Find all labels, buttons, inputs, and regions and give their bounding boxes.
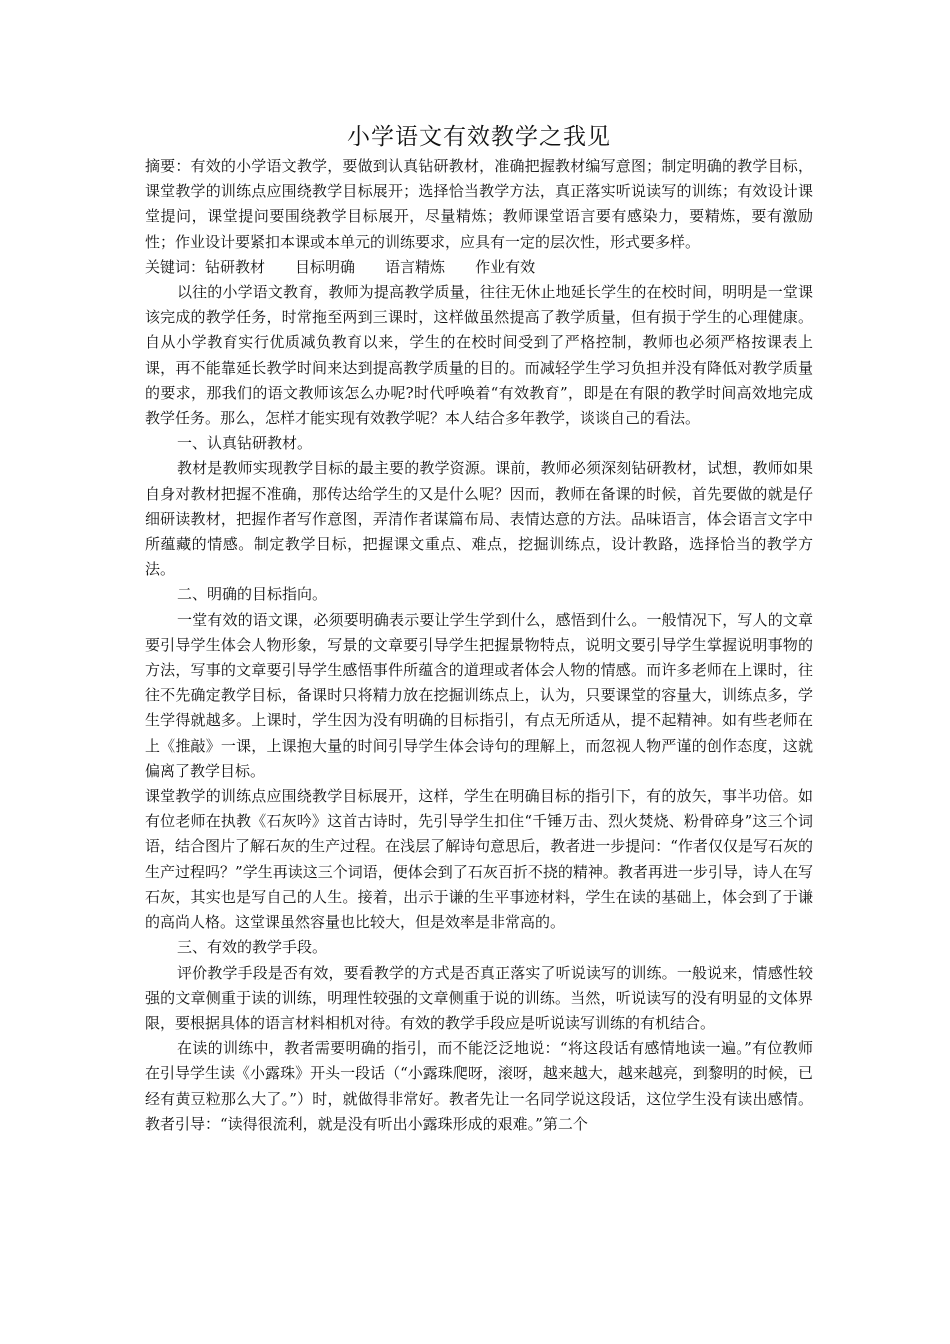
abstract: 摘要：有效的小学语文教学，要做到认真钻研教材，准确把握教材编写意图；制定明确的教学目标，课堂教学的训练点应围绕教学目标展开；选择恰当教学方法，真正落实听说读写的训练；有效设计课堂提问，课堂提问要围绕教学目标展开，尽量精炼；教师课堂语言要有感染力，要精炼，要有激励性；作业设计要紧扣本课或本单元的训练要求，应具有一定的层次性，形式要多样。 [145, 157, 813, 251]
keyword-item: 语言精炼 [385, 257, 446, 276]
section-heading-3: 三、有效的教学手段。 [177, 938, 328, 957]
page-title: 小学语文有效教学之我见 [347, 124, 611, 150]
keyword-item: 目标明确 [295, 257, 356, 276]
section-body-1: 教材是教师实现教学目标的最主要的教学资源。课前，教师必须深刻钻研教材，试想，教师如果自身对教材把握不准确，那传达给学生的又是什么呢？因而，教师在备课的时候，首先要做的就是仔细研读教材，把握作者写作意图，弄清作者谋篇布局、表情达意的方法。品味语言，体会语言文字中所蕴藏的情感。制定教学目标，把握课文重点、难点，挖掘训练点，设计教路，选择恰当的教学方法。 [145, 459, 813, 579]
keyword-item: 作业有效 [475, 257, 536, 276]
keywords-label: 关键词： [145, 257, 206, 276]
section-heading-2: 二、明确的目标指向。 [177, 585, 328, 604]
section-body-2: 一堂有效的语文课，必须要明确表示要让学生学到什么，感悟到什么。一般情况下，写人的文章要引导学生体会人物形象，写景的文章要引导学生把握景物特点，说明文要引导学生掌握说明事物的方法，写事的文章要引导学生感悟事件所蕴含的道理或者体会人物的情感。而许多老师在上课时，往往不先确定教学目标，备课时只将精力放在挖掘训练点上，认为，只要课堂的容量大，训练点多，学生学得就越多。上课时，学生因为没有明确的目标指引，有点无所适从，提不起精神。如有些老师在上《推敲》一课，上课抱大量的时间引导学生体会诗句的理解上，而忽视人物严谨的创作态度，这就偏离了教学目标。 [145, 610, 813, 780]
section-body-3: 评价教学手段是否有效，要看教学的方式是否真正落实了听说读写的训练。一般说来，情感性较强的文章侧重于读的训练，明理性较强的文章侧重于说的训练。当然，听说读写的没有明显的文体界限，要根据具体的语言材料相机对待。有效的教学手段应是听说读写训练的有机结合。 [145, 963, 813, 1032]
section-heading-1: 一、认真钻研教材。 [177, 434, 313, 453]
keyword-item: 钻研教材 [205, 257, 266, 276]
section-body-2b: 课堂教学的训练点应围绕教学目标展开，这样，学生在明确目标的指引下，有的放矢，事半功倍。如有位老师在执教《石灰吟》这首古诗时，先引导学生扣住“千锤万击、烈火焚烧、粉骨碎身”这三个词语，结合图片了解石灰的生产过程。在浅层了解诗句意思后，教者进一步提问：“作者仅仅是写石灰的生产过程吗？”学生再读这三个词语，便体会到了石灰百折不挠的精神。教者再进一步引导，诗人在写石灰，其实也是写自己的人生。接着，出示于谦的生平事迹材料，学生在读的基础上，体会到了于谦的高尚人格。这堂课虽然容量也比较大，但是效率是非常高的。 [145, 787, 813, 932]
section-body-3b: 在读的训练中，教者需要明确的指引，而不能泛泛地说：“将这段话有感情地读一遍。”有位教师在引导学生读《小露珠》开头一段话（“小露珠爬呀，滚呀，越来越大，越来越亮，到黎明的时候，已经有黄豆粒那么大了。”）时，就做得非常好。教者先让一名同学说这段话，这位学生没有读出感情。教者引导：“读得很流利，就是没有听出小露珠形成的艰难。”第二个 [145, 1039, 813, 1133]
document-page [145, 122, 813, 1137]
intro-paragraph: 以往的小学语文教育，教师为提高教学质量，往往无休止地延长学生的在校时间，明明是一堂课该完成的教学任务，时常拖至两到三课时，这样做虽然提高了教学质量，但有损于学生的心理健康。自从小学教育实行优质减负教育以来，学生的在校时间受到了严格控制，教师也必须严格按课表上课，再不能靠延长教学时间来达到提高教学质量的目的。而减轻学生学习负担并没有降低对教学质量的要求，那我们的语文教师该怎么办呢?时代呼唤着“有效教育”，即是在有限的教学时间高效地完成教学任务。那么，怎样才能实现有效教学呢？本人结合多年教学，谈谈自己的看法。 [145, 283, 813, 428]
keywords-line [145, 255, 813, 280]
